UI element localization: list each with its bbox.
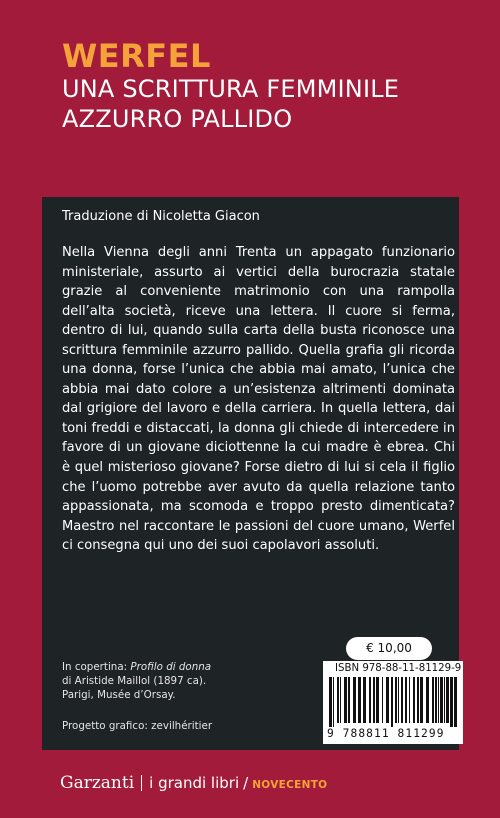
- footer-divider: [141, 775, 142, 791]
- barcode-bar: [454, 677, 457, 727]
- barcode-bar: [417, 677, 419, 723]
- barcode-box: [323, 661, 463, 744]
- barcode-bar: [432, 677, 434, 723]
- barcode-bar: [420, 677, 423, 723]
- barcode-image: [329, 677, 457, 727]
- barcode-bar: [426, 677, 429, 723]
- translator-credit: Traduzione di Nicoletta Giacon: [62, 209, 260, 224]
- isbn-text: ISBN 978-88-11-81129-9: [335, 663, 462, 674]
- barcode-bar: [348, 677, 350, 723]
- cover-header: [62, 38, 482, 134]
- barcode-bar: [401, 677, 403, 723]
- barcode-bar: [333, 677, 334, 727]
- barcode-bar: [386, 677, 389, 723]
- barcode-bar: [340, 677, 341, 723]
- publisher-footer: [60, 772, 327, 796]
- cover-credit-prefix: In copertina:: [62, 661, 131, 673]
- barcode-bar: [329, 677, 332, 727]
- barcode-bar: [363, 677, 366, 723]
- barcode-bar: [398, 677, 399, 723]
- barcode-bar: [444, 677, 445, 723]
- barcode-bar: [405, 677, 407, 723]
- cover-credit-location: Parigi, Musée d’Orsay.: [62, 689, 176, 701]
- cover-artwork-title: Profilo di donna: [130, 661, 212, 673]
- cover-credit-artist: di Aristide Maillol (1897 ca).: [62, 675, 207, 687]
- barcode-bar: [369, 677, 371, 723]
- barcode-bar: [440, 677, 443, 723]
- barcode-bar: [376, 677, 379, 723]
- barcode-number: 9 788811 811299: [327, 727, 445, 740]
- barcode-bar: [353, 677, 356, 723]
- barcode-bar: [373, 677, 375, 723]
- barcode-bar: [395, 677, 397, 723]
- barcode-bar: [358, 677, 361, 723]
- series-slash: /: [243, 774, 249, 792]
- barcode-bar: [413, 677, 415, 723]
- book-title-line-1: UNA SCRITTURA FEMMINILE: [62, 75, 400, 103]
- collection-name: NOVECENTO: [252, 779, 328, 791]
- book-title-line-2: AZZURRO PALLIDO: [62, 105, 293, 133]
- cover-image-credit: [62, 660, 282, 702]
- series-name: i grandi libri: [149, 774, 240, 792]
- barcode-bar: [409, 677, 410, 723]
- barcode-bar: [446, 677, 449, 723]
- barcode-bar: [450, 677, 453, 727]
- book-blurb: Nella Vienna degli anni Trenta un appagato funzionario ministeriale, assurto ai vertici della burocrazia statale grazie al conveniente matrimonio con una rampolla dell’alta società, riceve una lettera. Il cuore si ferma, dentro di lui, quando sulla carta della busta riconosce una scrittura femminile azzurro pallido. Quella grafia gli ricorda una donna, forse l’unica che abbia mai amato, l’unica che abbia mai dato colore a un’esistenza altrimenti dominata dal grigiore del lavoro e della carriera. In quella lettera, dai toni freddi e distaccati, la donna gli chiede di intercedere in favore di un giovane diciottenne la cui madre è ebrea. Chi è quel misterioso giovane? Forse dietro di lui si cela il figlio che l’uomo potrebbe aver avuto da quella relazione tanto appassionata, ma scomoda e troppo presto dimenticata? Maestro nel raccontare le passioni del cuore umano, Werfel ci consegna qui uno dei suoi capolavori assoluti.: [62, 245, 455, 554]
- barcode-bar: [435, 677, 437, 723]
- design-credit: Progetto grafico: zevilhéritier: [62, 720, 213, 732]
- barcode-bar: [438, 677, 439, 723]
- barcode-bar: [344, 677, 347, 723]
- author-name: WERFEL: [62, 37, 211, 75]
- price-tag: € 10,00: [346, 637, 432, 660]
- barcode-bar: [391, 677, 393, 727]
- barcode-bar: [337, 677, 339, 723]
- barcode-bar: [382, 677, 383, 723]
- publisher-name: Garzanti: [60, 773, 135, 793]
